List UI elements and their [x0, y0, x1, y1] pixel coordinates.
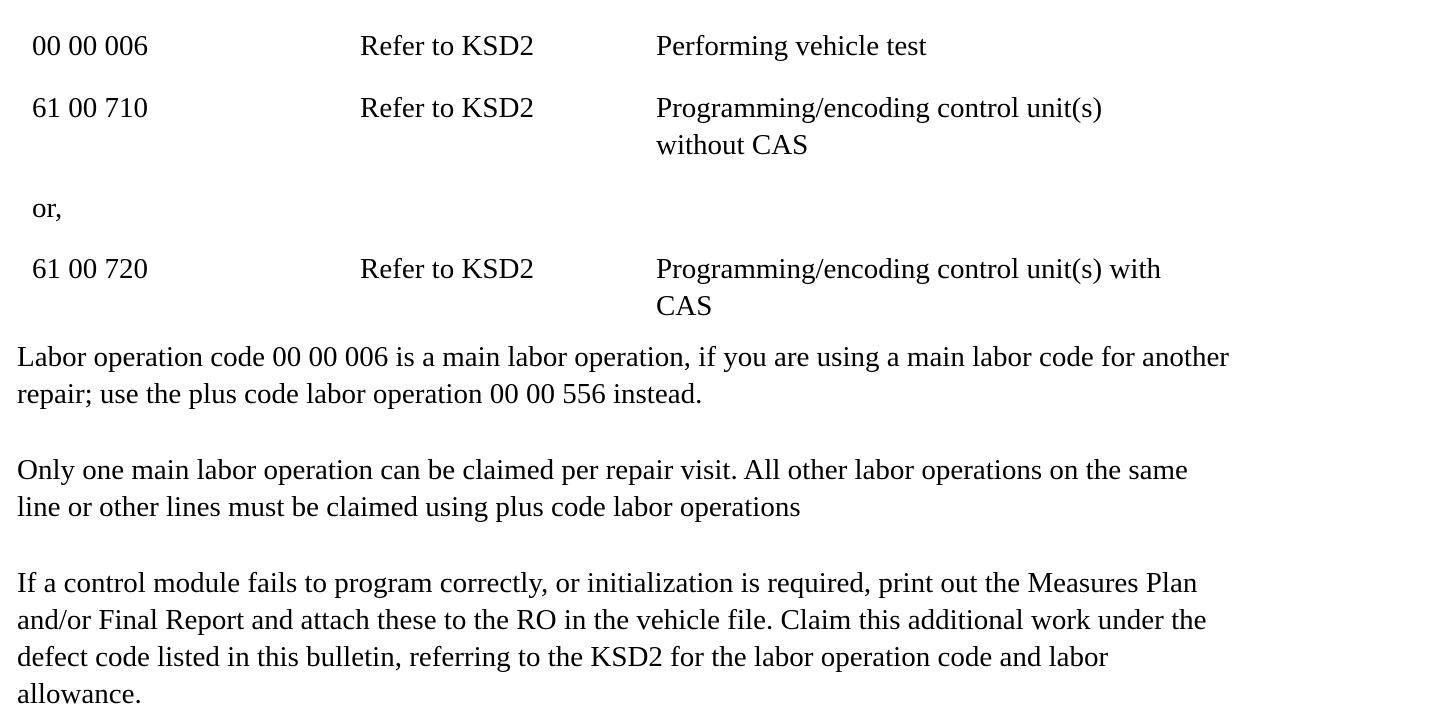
labor-description-line: Performing vehicle test: [656, 30, 927, 62]
or-separator: or,: [32, 192, 63, 224]
labor-reference: Refer to KSD2: [360, 30, 534, 62]
labor-description: [656, 90, 1276, 164]
paragraph-line: allowance.: [17, 678, 142, 710]
one-main-labor-paragraph: [17, 452, 1437, 526]
main-labor-note-paragraph: [17, 339, 1437, 413]
paragraph-line: Labor operation code 00 00 006 is a main labor operation, if you are using a main labor code for another: [17, 341, 1229, 373]
paragraph-line: defect code listed in this bulletin, referring to the KSD2 for the labor operation code and labor: [17, 641, 1109, 673]
labor-code: 61 00 720: [32, 253, 148, 285]
paragraph-line: repair; use the plus code labor operation 00 00 556 instead.: [17, 378, 703, 410]
labor-description: [656, 28, 1276, 65]
paragraph-line: Only one main labor operation can be claimed per repair visit. All other labor operations on the same: [17, 454, 1188, 486]
labor-description-line: Programming/encoding control unit(s) with: [656, 253, 1162, 285]
labor-reference: Refer to KSD2: [360, 92, 534, 124]
paragraph-line: line or other lines must be claimed using plus code labor operations: [17, 491, 801, 523]
labor-description-line: CAS: [656, 290, 713, 322]
labor-code: 00 00 006: [32, 30, 148, 62]
labor-description: [656, 251, 1276, 325]
programming-failure-paragraph: [17, 565, 1437, 713]
labor-description-line: Programming/encoding control unit(s): [656, 92, 1103, 124]
paragraph-line: and/or Final Report and attach these to the RO in the vehicle file. Claim this additional work under the: [17, 604, 1207, 636]
labor-reference: Refer to KSD2: [360, 253, 534, 285]
labor-description-line: without CAS: [656, 129, 809, 161]
labor-code: 61 00 710: [32, 92, 148, 124]
paragraph-line: If a control module fails to program correctly, or initialization is required, print out the Measures Plan: [17, 567, 1198, 599]
